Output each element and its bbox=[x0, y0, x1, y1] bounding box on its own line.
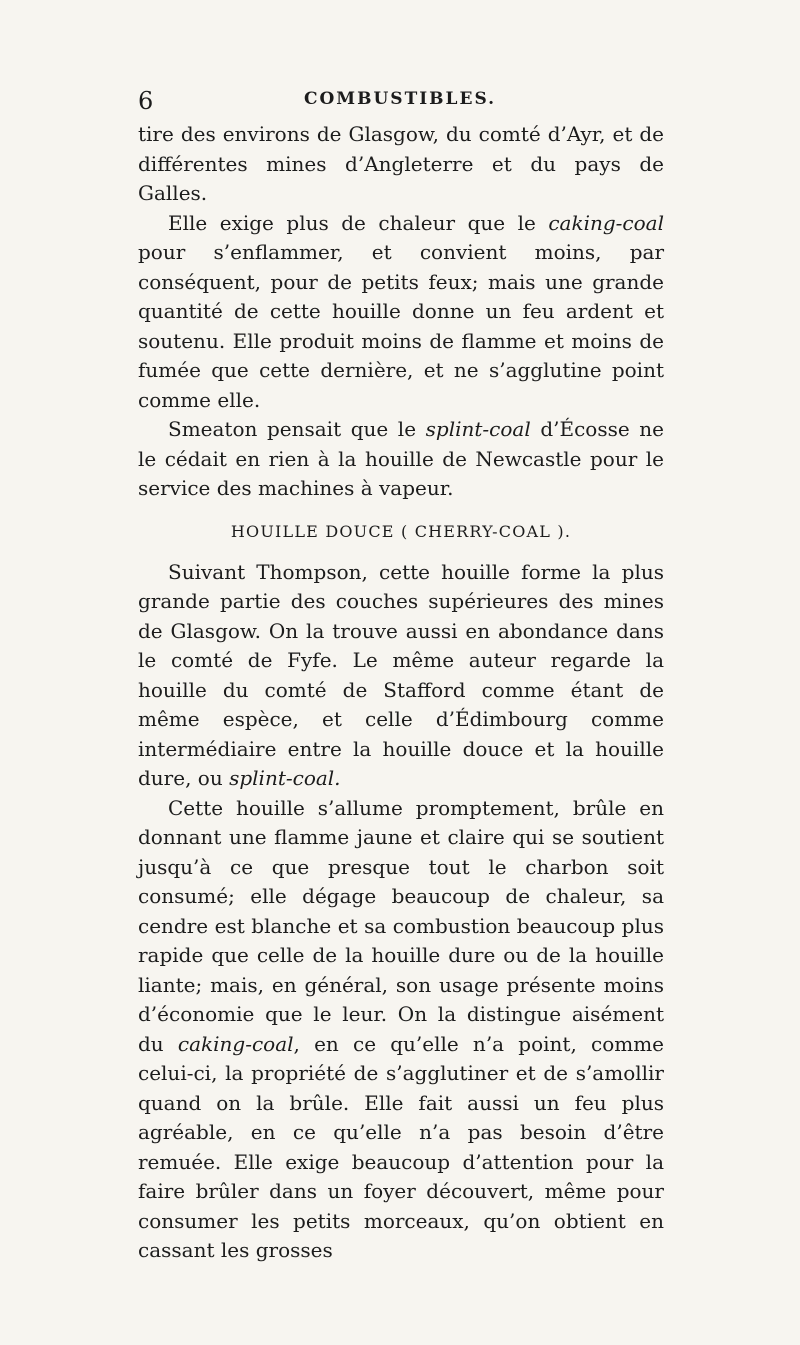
italic-term: splint-coal bbox=[425, 417, 531, 441]
page-number: 6 bbox=[138, 87, 154, 115]
text-run: pour s’enflammer, et convient moins, par conséquent, pour de petits feux; mais une grande quantité de cette houille donne un feu ardent et soutenu. Elle produit moins de flamme et moins de fumée que cette dernière, et ne s’agglutine point comme elle. bbox=[138, 240, 664, 412]
paragraph bbox=[138, 209, 664, 416]
text-run: Cette houille s’allume promptement, brûle en donnant une flamme jaune et claire qui se soutient jusqu’à ce que presque tout le charbon soit consumé; elle dégage beaucoup de chaleur, sa cendre est blanche et sa combustion beaucoup plus rapide que celle de la houille dure ou de la houille liante; mais, en général, son usage présente moins d’économie que le leur. On la distingue aisément du bbox=[138, 795, 664, 1056]
text-run: Suivant Thompson, cette houille forme la plus grande partie des couches supérieures des mines de Glasgow. On la trouve aussi en abondance dans le comté de Fyfe. Le même auteur regarde la houille du comté de Stafford comme étant de même espèce, et celle d’Édimbourg comme intermédiaire entre la houille douce et la houille dure, ou bbox=[138, 559, 664, 790]
paragraph bbox=[138, 794, 664, 1266]
text-run: d’Écosse ne le cédait en rien à la houille de Newcastle pour le service des machines à vapeur. bbox=[138, 417, 664, 500]
page-header bbox=[0, 87, 800, 115]
text-run: , en ce qu’elle n’a point, comme celui-ci, la propriété de s’agglutiner et de s’amollir quand on la brûle. Elle fait aussi un feu plus agréable, en ce qu’elle n’a pas besoin d’être remuée. Elle exige beaucoup d’attention pour la faire brûler dans un foyer découvert, même pour consumer les petits morceaux, qu’on obtient en cassant les grosses bbox=[138, 1031, 665, 1262]
italic-term: caking-coal bbox=[177, 1031, 294, 1056]
italic-term: splint-coal. bbox=[229, 766, 341, 790]
italic-term: caking-coal bbox=[548, 210, 664, 235]
text-run: Smeaton pensait que le bbox=[168, 417, 426, 441]
running-title: COMBUSTIBLES. bbox=[303, 89, 497, 109]
text-run: Elle exige plus de chaleur que le bbox=[168, 210, 549, 235]
paragraph bbox=[138, 415, 664, 504]
body-text bbox=[138, 120, 664, 1266]
paragraph-continued: tire des environs de Glasgow, du comté d’Ayr, et de différentes mines d’Angleterre et du pays de Galles. bbox=[138, 122, 664, 205]
section-heading: HOUILLE DOUCE ( CHERRY-COAL ). bbox=[230, 521, 572, 541]
paragraph bbox=[138, 558, 664, 794]
